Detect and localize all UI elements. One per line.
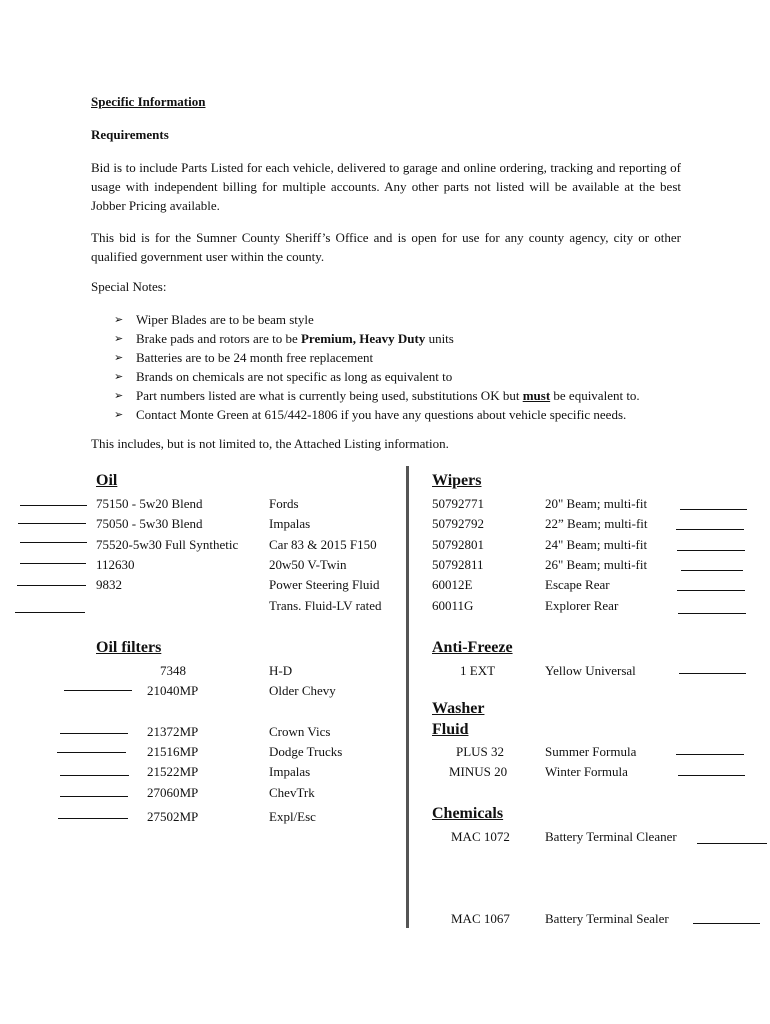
filter-part: 21372MP (147, 724, 199, 739)
filter-part: 27502MP (147, 809, 199, 824)
oil-part: 75520-5w30 Full Synthetic (96, 537, 239, 552)
washer-desc: Winter Formula (545, 764, 628, 779)
entry-blank[interactable] (20, 563, 86, 564)
wiper-desc: 22” Beam; multi-fit (545, 516, 648, 531)
washer-desc: Summer Formula (545, 744, 637, 759)
entry-blank[interactable] (680, 509, 747, 510)
oil-desc: Impalas (269, 516, 311, 531)
entry-blank[interactable] (677, 590, 745, 591)
oil-heading: Oil (96, 472, 118, 489)
filter-part: 21040MP (147, 683, 199, 698)
antifreeze-heading: Anti-Freeze (432, 639, 513, 656)
column-divider (406, 466, 409, 928)
filter-desc: Dodge Trucks (269, 744, 343, 759)
arrow-bullet-icon: ➢ (114, 370, 124, 383)
note-text: Part numbers listed are what is currently being used, substitutions OK but must be equivalent to. (136, 388, 640, 403)
chemical-desc: Battery Terminal Cleaner (545, 829, 677, 844)
entry-blank[interactable] (57, 752, 126, 753)
filter-desc: ChevTrk (269, 785, 315, 800)
wiper-desc: Explorer Rear (545, 598, 619, 613)
antifreeze-desc: Yellow Universal (545, 663, 636, 678)
chemical-desc: Battery Terminal Sealer (545, 911, 669, 926)
wiper-desc: 20" Beam; multi-fit (545, 496, 648, 511)
filter-desc: Crown Vics (269, 724, 331, 739)
filter-part: 21522MP (147, 764, 199, 779)
entry-blank[interactable] (678, 613, 746, 614)
washer-part: MINUS 20 (449, 764, 508, 779)
entry-blank[interactable] (15, 612, 85, 613)
washer-heading-line2: Fluid (432, 721, 469, 738)
entry-blank[interactable] (60, 796, 128, 797)
wiper-desc: 24" Beam; multi-fit (545, 537, 648, 552)
chemical-part: MAC 1067 (451, 911, 510, 926)
note-text: Batteries are to be 24 month free replacement (136, 350, 374, 365)
entry-blank[interactable] (20, 505, 87, 506)
special-notes-label: Special Notes: (91, 279, 167, 294)
note-text: Contact Monte Green at 615/442-1806 if you have any questions about vehicle specific needs. (136, 407, 627, 422)
arrow-bullet-icon: ➢ (114, 332, 124, 345)
filter-desc: Older Chevy (269, 683, 336, 698)
entry-blank[interactable] (676, 754, 744, 755)
oil-part: 112630 (96, 557, 135, 572)
arrow-bullet-icon: ➢ (114, 313, 124, 326)
requirements-heading: Requirements (91, 127, 169, 142)
oil-desc: 20w50 V-Twin (269, 557, 347, 572)
oil-desc: Car 83 & 2015 F150 (269, 537, 377, 552)
entry-blank[interactable] (64, 690, 132, 691)
entry-blank[interactable] (681, 570, 743, 571)
oil-part: 75050 - 5w30 Blend (96, 516, 203, 531)
note-text: Brands on chemicals are not specific as long as equivalent to (136, 369, 453, 384)
filter-part: 21516MP (147, 744, 199, 759)
oil-desc: Fords (269, 496, 299, 511)
filter-desc: Impalas (269, 764, 311, 779)
oil-desc: Power Steering Fluid (269, 577, 380, 592)
wipers-heading: Wipers (432, 472, 482, 489)
wiper-part: 50792801 (432, 537, 484, 552)
oil-desc: Trans. Fluid-LV rated (269, 598, 382, 613)
chemicals-heading: Chemicals (432, 805, 504, 822)
entry-blank[interactable] (693, 923, 760, 924)
wiper-desc: Escape Rear (545, 577, 610, 592)
note-text: Wiper Blades are to be beam style (136, 312, 314, 327)
wiper-part: 60011G (432, 598, 474, 613)
wiper-part: 50792792 (432, 516, 484, 531)
arrow-bullet-icon: ➢ (114, 408, 124, 421)
wiper-part: 50792771 (432, 496, 484, 511)
entry-blank[interactable] (20, 542, 87, 543)
filter-part: 7348 (160, 663, 186, 678)
wiper-desc: 26" Beam; multi-fit (545, 557, 648, 572)
wiper-part: 60012E (432, 577, 473, 592)
note-text: Brake pads and rotors are to be Premium, Heavy Duty units (136, 331, 454, 346)
includes-text: This includes, but is not limited to, the Attached Listing information. (91, 436, 449, 451)
washer-heading-line1: Washer (432, 700, 485, 717)
entry-blank[interactable] (697, 843, 767, 844)
washer-part: PLUS 32 (456, 744, 505, 759)
requirements-paragraph: Bid is to include Parts Listed for each vehicle, delivered to garage and online ordering, tracking and reporting of usage with independent billing for multiple accounts. Any other parts not listed will be available at the best Jobber Pricing available. (91, 160, 681, 213)
section-heading: Specific Information (91, 94, 206, 109)
arrow-bullet-icon: ➢ (114, 389, 124, 402)
entry-blank[interactable] (18, 523, 86, 524)
entry-blank[interactable] (60, 733, 128, 734)
antifreeze-part: 1 EXT (460, 663, 496, 678)
filter-part: 27060MP (147, 785, 199, 800)
wiper-part: 50792811 (432, 557, 484, 572)
entry-blank[interactable] (679, 673, 746, 674)
entry-blank[interactable] (60, 775, 129, 776)
chemical-part: MAC 1072 (451, 829, 510, 844)
oil-part: 75150 - 5w20 Blend (96, 496, 203, 511)
entry-blank[interactable] (58, 818, 128, 819)
scope-paragraph: This bid is for the Sumner County Sheriff’s Office and is open for use for any county agency, city or other qualified government user within the county. (91, 230, 681, 264)
entry-blank[interactable] (676, 529, 744, 530)
oil-filters-heading: Oil filters (96, 639, 162, 656)
filter-desc: H-D (269, 663, 293, 678)
entry-blank[interactable] (678, 775, 745, 776)
filter-desc: Expl/Esc (269, 809, 316, 824)
entry-blank[interactable] (17, 585, 86, 586)
oil-part: 9832 (96, 577, 122, 592)
entry-blank[interactable] (677, 550, 745, 551)
arrow-bullet-icon: ➢ (114, 351, 124, 364)
